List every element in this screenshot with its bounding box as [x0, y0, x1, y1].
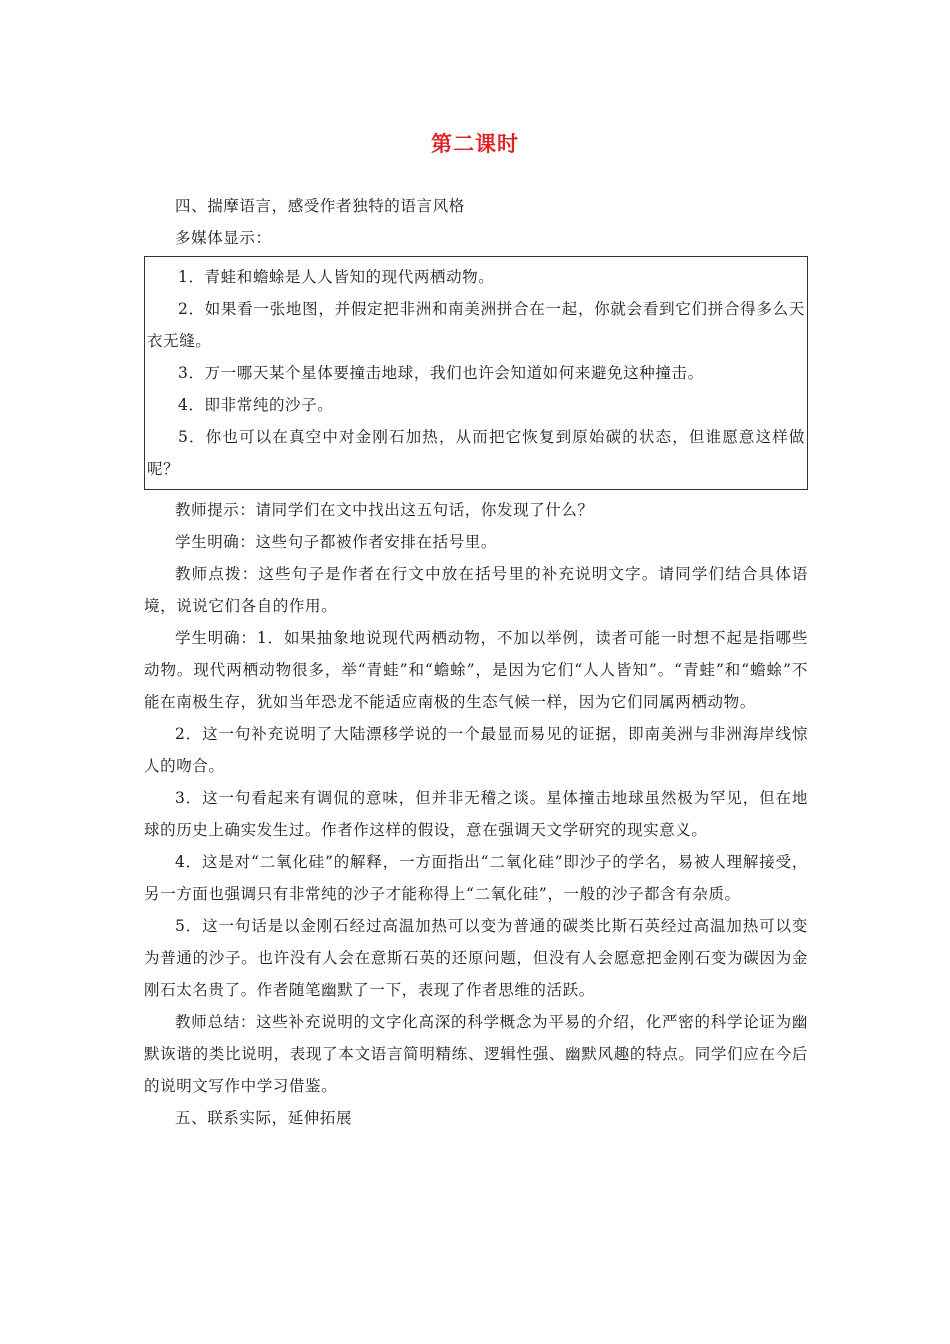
section-heading-4: 四、揣摩语言，感受作者独特的语言风格	[175, 197, 465, 215]
answer-3: 3．这一句看起来有调侃的意味，但并非无稽之谈。星体撞击地球虽然极为罕见，但在地球的历史上确实发生过。作者作这样的假设，意在强调天文学研究的现实意义。	[144, 789, 808, 839]
answer-5: 5．这一句话是以金刚石经过高温加热可以变为普通的碳类比斯石英经过高温加热可以变为普通的沙子。也许没有人会在意斯石英的还原问题，但没有人会愿意把金刚石变为碳因为金刚石太名贵了。作者随笔幽默了一下，表现了作者思维的活跃。	[144, 917, 808, 999]
teacher-summary: 教师总结：这些补充说明的文字化高深的科学概念为平易的介绍，化严密的科学论证为幽默诙谐的类比说明，表现了本文语言简明精练、逻辑性强、幽默风趣的特点。同学们应在今后的说明文写作中学习借鉴。	[144, 1013, 808, 1095]
section-heading-5: 五、联系实际，延伸拓展	[175, 1109, 353, 1127]
box-item: 3．万一哪天某个星体要撞击地球，我们也许会知道如何来避免这种撞击。	[178, 364, 704, 382]
student-answer: 学生明确：这些句子都被作者安排在括号里。	[175, 533, 498, 551]
media-display-box	[144, 256, 808, 490]
answer-2: 2．这一句补充说明了大陆漂移学说的一个最显而易见的证据，即南美洲与非洲海岸线惊人的吻合。	[144, 725, 808, 775]
answer-4: 4．这是对“二氧化硅”的解释，一方面指出“二氧化硅”即沙子的学名，易被人理解接受，另一方面也强调只有非常纯的沙子才能称得上“二氧化硅”，一般的沙子都含有杂质。	[144, 853, 808, 903]
document-body	[144, 190, 808, 1134]
teacher-guidance: 教师点拨：这些句子是作者在行文中放在括号里的补充说明文字。请同学们结合具体语境，说说它们各自的作用。	[144, 565, 808, 615]
box-item: 5．你也可以在真空中对金刚石加热，从而把它恢复到原始碳的状态，但谁愿意这样做呢？	[147, 428, 805, 478]
teacher-prompt: 教师提示：请同学们在文中找出这五句话，你发现了什么？	[175, 501, 594, 519]
media-label: 多媒体显示：	[175, 229, 272, 247]
box-item: 1．青蛙和蟾蜍是人人皆知的现代两栖动物。	[178, 268, 495, 286]
page-title: 第二课时	[431, 132, 519, 156]
student-answer-1: 学生明确：1．如果抽象地说现代两栖动物，不加以举例，读者可能一时想不起是指哪些动物。现代两栖动物很多，举“青蛙”和“蟾蜍”，是因为它们“人人皆知”。“青蛙”和“蟾蜍”不能在南极生存，犹如当年恐龙不能适应南极的生态气候一样，因为它们同属两栖动物。	[144, 629, 808, 711]
box-item: 4．即非常纯的沙子。	[178, 396, 334, 414]
box-item: 2．如果看一张地图，并假定把非洲和南美洲拼合在一起，你就会看到它们拼合得多么天衣无缝。	[147, 300, 805, 350]
